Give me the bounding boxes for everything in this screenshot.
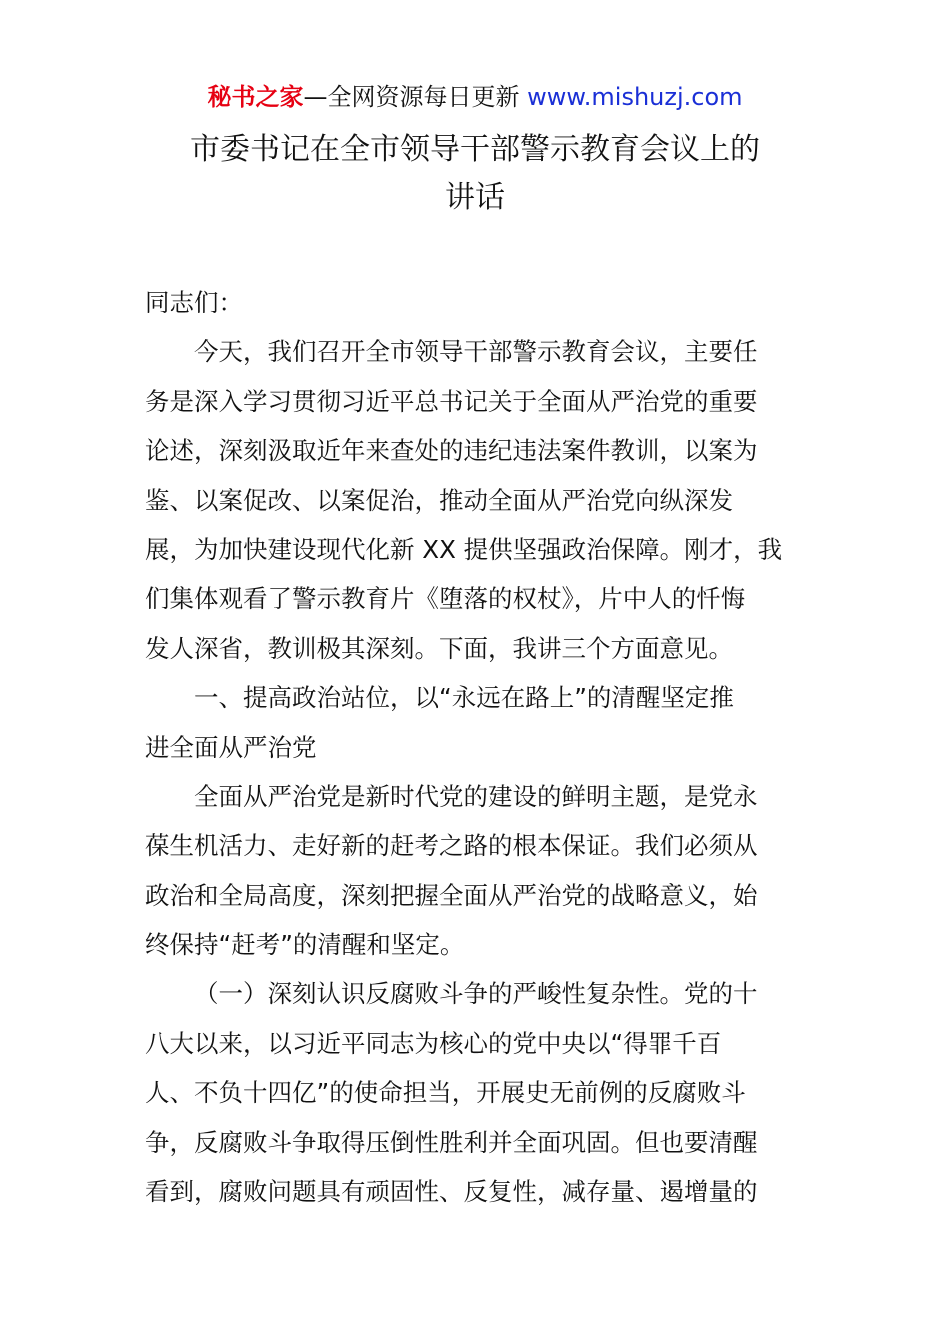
banner-url-link[interactable]: www.mishuzj.com [527, 83, 743, 111]
paragraph-1-line: 发人深省，教训极其深刻。下面，我讲三个方面意见。 [145, 633, 733, 663]
paragraph-2-line: 政治和全局高度，深刻把握全面从严治党的战略意义，始 [145, 880, 758, 910]
paragraph-2-line: 全面从严治党是新时代党的建设的鲜明主题，是党永 [194, 781, 758, 811]
document-title-line-2: 讲话 [445, 180, 505, 215]
paragraph-3-line: （一）深刻认识反腐败斗争的严峻性复杂性。党的十 [194, 979, 758, 1009]
paragraph-1-line: 务是深入学习贯彻习近平总书记关于全面从严治党的重要 [145, 386, 758, 416]
document-title-line-1: 市委书记在全市领导干部警示教育会议上的 [190, 132, 760, 167]
paragraph-1-line: 鉴、以案促改、以案促治，推动全面从严治党向纵深发 [145, 485, 733, 515]
banner-tagline: —全网资源每日更新 [303, 83, 528, 111]
paragraph-2-line: 终保持“赶考”的清醒和坚定。 [145, 930, 465, 960]
paragraph-1-line: 今天，我们召开全市领导干部警示教育会议，主要任 [194, 337, 758, 367]
paragraph-3-line: 争，反腐败斗争取得压倒性胜利并全面巩固。但也要清醒 [145, 1127, 758, 1157]
section-heading-1-line: 进全面从严治党 [145, 732, 317, 762]
paragraph-3-line: 人、不负十四亿”的使命担当，开展史无前例的反腐败斗 [145, 1078, 746, 1108]
paragraph-3-line: 看到，腐败问题具有顽固性、反复性，减存量、遏增量的 [145, 1177, 758, 1207]
paragraph-3-line: 八大以来，以习近平同志为核心的党中央以“得罪千百 [145, 1028, 722, 1058]
paragraph-1-line: 们集体观看了警示教育片《堕落的权杖》，片中人的忏悔 [145, 584, 746, 614]
paragraph-2-line: 葆生机活力、走好新的赶考之路的根本保证。我们必须从 [145, 831, 758, 861]
paragraph-1-line: 展，为加快建设现代化新 XX 提供坚强政治保障。刚才，我 [145, 534, 783, 564]
site-banner [0, 82, 950, 112]
section-heading-1-line: 一、提高政治站位，以“永远在路上”的清醒坚定推 [194, 683, 734, 713]
banner-brand: 秘书之家 [207, 83, 304, 111]
salutation: 同志们： [145, 288, 243, 317]
document-body [145, 278, 810, 1216]
paragraph-1-line: 论述，深刻汲取近年来查处的违纪违法案件教训，以案为 [145, 436, 758, 466]
